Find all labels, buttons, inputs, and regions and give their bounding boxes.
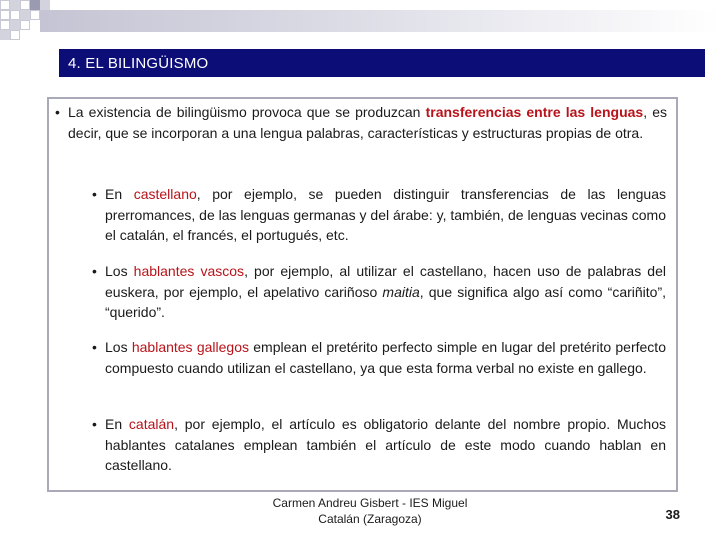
- sub-point-text: Los: [105, 339, 132, 355]
- bullet-icon: •: [92, 339, 97, 355]
- deco-square: [10, 20, 20, 30]
- top-gradient-band: [40, 10, 720, 32]
- deco-square: [10, 0, 20, 10]
- bullet-icon: •: [55, 104, 60, 120]
- sub-point-catalan: [92, 414, 666, 476]
- sub-point-highlight: catalán: [128, 416, 175, 432]
- sub-point-highlight: hablantes gallegos: [131, 339, 249, 355]
- footer-credit: [240, 495, 500, 527]
- bullet-icon: •: [92, 263, 97, 279]
- sub-point-text: emplean el pretérito perfecto simple en lugar del pretérito perfecto compuesto cuando utilizan el castellano, ya que esta forma verbal no existe en gallego.: [105, 339, 666, 376]
- deco-square: [30, 0, 40, 10]
- sub-point-text: , por ejemplo, se pueden distinguir transferencias de las lenguas prerromances, de las lenguas germanas y del árabe: y, también, de lenguas vecinas como el catalán, el francés, el portugués, etc.: [105, 186, 666, 243]
- deco-square: [0, 0, 10, 10]
- deco-square: [40, 0, 50, 10]
- title-bar: [58, 47, 705, 77]
- deco-square: [30, 10, 40, 20]
- deco-square: [20, 10, 30, 20]
- sub-point-highlight: hablantes vascos: [133, 263, 245, 279]
- sub-point-text: , por ejemplo, al utilizar el castellano, hacen uso de palabras del euskera, por ejemplo, el apelativo cariñoso: [105, 263, 666, 300]
- main-point-highlight: transferencias entre las lenguas: [425, 104, 644, 120]
- deco-square: [10, 30, 20, 40]
- sub-point-text: En: [105, 416, 129, 432]
- credit-line: Carmen Andreu Gisbert - IES Miguel: [272, 496, 468, 510]
- deco-square: [20, 0, 30, 10]
- bullet-icon: •: [92, 186, 97, 202]
- sub-point-text: En: [105, 186, 134, 202]
- deco-square: [10, 10, 20, 20]
- sub-point-text: Los: [105, 263, 134, 279]
- sub-point-italic: maitia: [382, 283, 420, 300]
- sub-point-text: , que significa algo así como “cariñito”, “querido”.: [105, 283, 667, 320]
- main-point-text: , es decir, que se incorporan a una lengua palabras, características y estructuras propias de otra.: [68, 104, 667, 141]
- deco-square: [0, 30, 10, 40]
- main-point-text: La existencia de bilingüismo provoca que se produzcan: [68, 104, 426, 120]
- sub-point-highlight: castellano: [133, 186, 197, 202]
- page-title: 4. EL BILINGÜISMO: [68, 54, 209, 72]
- deco-square: [20, 20, 30, 30]
- deco-square: [0, 10, 10, 20]
- main-point: [55, 102, 667, 143]
- bullet-icon: •: [92, 416, 97, 432]
- deco-square: [0, 20, 10, 30]
- page-number: 38: [665, 507, 680, 522]
- sub-point-gallegos: [92, 337, 666, 378]
- credit-line: Catalán (Zaragoza): [318, 512, 422, 526]
- sub-point-castellano: [92, 184, 666, 246]
- sub-point-text: , por ejemplo, el artículo es obligatorio delante del nombre propio. Muchos hablantes catalanes emplean también el artículo de este modo cuando hablan en castellano.: [105, 416, 666, 473]
- sub-point-vascos: [92, 261, 667, 323]
